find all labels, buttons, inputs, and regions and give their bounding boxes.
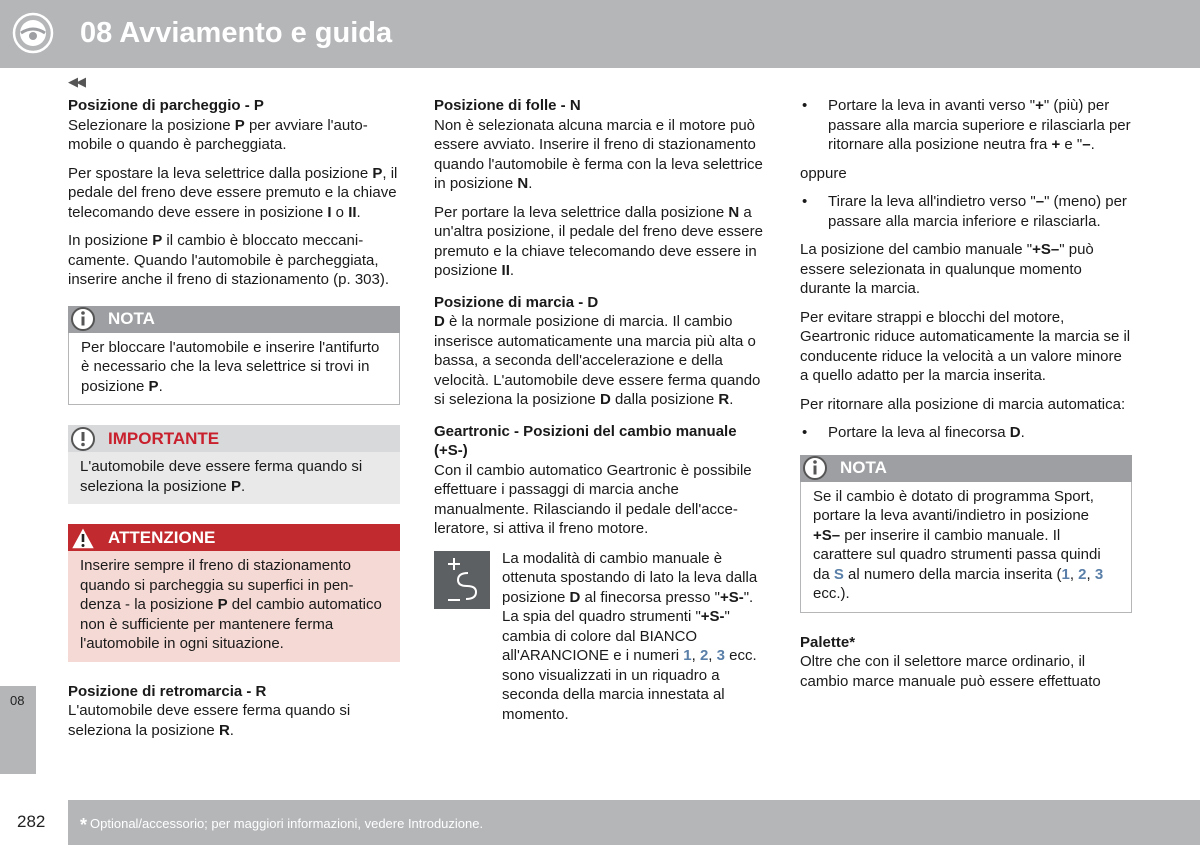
bullet-list [800, 192, 1132, 231]
paragraph: Per portare la leva selettrice dalla posizione N a un'altra posizione, il pedale del freno deve essere premuto e la chiave telecomando deve essere in posizione II. [434, 203, 763, 279]
paragraph: oppure [800, 164, 847, 182]
paragraph: Per evitare strappi e blocchi del motore, Geartronic riduce automaticamente la marcia se il conducente riduce la velocità a un valore minore a quello adatto per la marcia inserita. [800, 308, 1131, 384]
paragraph: Con il cambio automatico Geartronic è possibile effettuare i passaggi di marcia anche manualmente. Rilasciando il pedale dell'acceleratore, si attiva il freno motore. [434, 461, 752, 537]
heading-drive: Posizione di marcia - D [434, 293, 599, 311]
paragraph: Oltre che con il selettore marce ordinario, il cambio marce manuale può essere effettuato [800, 653, 1101, 690]
paragraph: Selezionare la posizione P per avviare l'automobile o quando è parcheggiata. [68, 116, 368, 153]
page-header [0, 0, 1200, 68]
paragraph: La modalità di cambio manuale è ottenuta spostando di lato la leva dalla posizione D al finecorsa presso "+S-". La spia del quadro strumenti "+S-" cambia di colore dal BIANCO all'ARANCIONE e i numeri 1, 2, 3 ecc. sono visualizzati in un riquadro a seconda della marcia innestata al momento. [502, 549, 758, 723]
previous-page-link[interactable]: ◀◀ [68, 74, 84, 89]
chapter-title: 08 Avviamento e guida [80, 17, 393, 49]
heading-palette: Palette* [800, 633, 856, 651]
chapter-tab[interactable] [0, 686, 36, 774]
bullet-list [800, 96, 1132, 155]
info-icon [70, 306, 96, 332]
page-footer [0, 800, 1200, 845]
important-title: IMPORTANTE [108, 428, 220, 448]
chapter-tab-label: 08 [10, 693, 25, 708]
note-box: NOTA Se il cambio è dotato di programma Sport, portare la leva avanti/indietro in posizione +S– per inserire il cambio manuale. Il carattere sul quadro strumenti passa quindi da S al numero della marcia inserita (1, 2, 3 ecc.). [800, 455, 1132, 613]
list-item: • Tirare la leva all'indietro verso "–" (meno) per passare alla marcia inferiore e rilasciarla. [800, 192, 1132, 231]
steering-wheel-icon [0, 0, 68, 68]
paragraph: In posizione P il cambio è bloccato meccanicamente. Quando l'automobile è parcheggiata, inserire anche il freno di stazionamento (p. 303). [68, 232, 390, 288]
footnote: * Optional/accessorio; per maggiori informazioni, vedere Introduzione. [80, 815, 484, 835]
warning-icon [70, 426, 96, 452]
list-item: • Portare la leva in avanti verso "+" (più) per passare alla marcia superiore e rilasciarla per ritornare alla posizione neutra fra + e "–. [800, 96, 1132, 155]
manual-mode-figure [434, 549, 766, 734]
paragraph: D è la normale posizione di marcia. Il cambio inserisce automaticamente una marcia più alta o bassa, a seconda dell'accelerazione e della velocità. L'automobile deve essere ferma quando si seleziona la posizione D dalla posizione R. [434, 313, 761, 408]
paragraph: L'automobile deve essere ferma quando si seleziona la posizione R. [68, 702, 351, 739]
note-title: NOTA [840, 458, 887, 478]
heading-geartronic: Geartronic - Posizioni del cambio manuale (+S-) [434, 422, 737, 459]
bullet-list [800, 423, 1132, 443]
note-title: NOTA [108, 309, 155, 329]
column-left [68, 96, 400, 749]
paragraph: La posizione del cambio manuale "+S–" può essere selezionata in qualunque momento durante la marcia. [800, 241, 1094, 297]
gear-indicator-icon [434, 551, 490, 609]
paragraph: Per ritornare alla posizione di marcia automatica: [800, 395, 1126, 413]
heading-reverse: Posizione di retromarcia - R [68, 682, 267, 700]
warning-triangle-icon [70, 525, 96, 551]
info-icon [802, 455, 828, 481]
list-item: • Portare la leva al finecorsa D. [800, 423, 1132, 443]
column-right [800, 96, 1132, 700]
note-box: NOTA Per bloccare l'automobile e inserire l'antifurto è necessario che la leva selettrice si trovi in posizione P. [68, 306, 400, 406]
heading-neutral: Posizione di folle - N [434, 97, 581, 114]
heading-park: Posizione di parcheggio - P [68, 97, 264, 114]
paragraph: Non è selezionata alcuna marcia e il motore può essere avviato. Inserire il freno di stazionamento quando l'automobile è ferma con la leva selettrice in posizione N. [434, 116, 763, 192]
column-middle [434, 96, 766, 733]
attention-box: ATTENZIONE Inserire sempre il freno di stazionamento quando si parcheggia su superfici in pendenza - la posizione P del cambio automatico non è sufficiente per mantenere ferma l'automobile in ogni situazione. [68, 524, 400, 662]
attention-title: ATTENZIONE [108, 527, 216, 547]
important-box: IMPORTANTE L'automobile deve essere ferma quando si seleziona la posizione P. [68, 425, 400, 504]
page-number: 282 [17, 812, 46, 831]
paragraph: Per spostare la leva selettrice dalla posizione P, il pedale del freno deve essere premuto e la chiave telecomando deve essere in posizione I o II. [68, 164, 398, 221]
